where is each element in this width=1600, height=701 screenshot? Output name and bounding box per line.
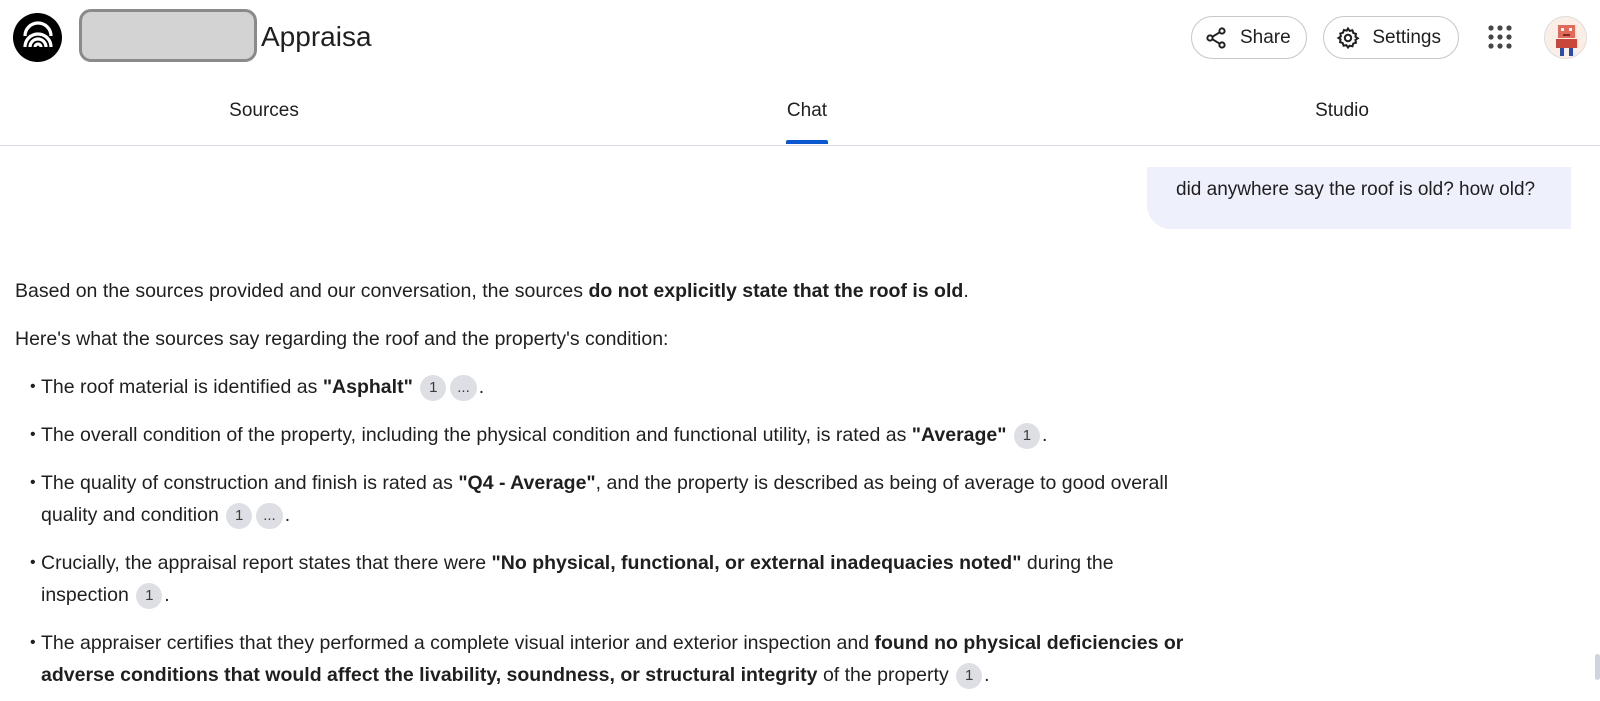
answer-bold: found no physical deficiencies or adverse conditions that would affect the livability, soundness, or structural integrity bbox=[41, 632, 1184, 686]
answer-text: . bbox=[164, 584, 170, 606]
answer-bold: do not explicitly state that the roof is old bbox=[588, 280, 964, 302]
share-button[interactable] bbox=[1191, 16, 1307, 59]
list-item bbox=[15, 467, 1185, 531]
settings-button[interactable] bbox=[1323, 16, 1459, 59]
panel-tabs bbox=[0, 88, 1600, 146]
tab-sources[interactable]: Sources bbox=[229, 100, 299, 121]
answer-bold: "Average" bbox=[911, 424, 1007, 446]
tab-chat[interactable]: Chat bbox=[786, 100, 828, 121]
answer-text: Based on the sources provided and our conversation, the sources bbox=[15, 280, 589, 302]
assistant-answer bbox=[15, 275, 1185, 701]
active-tab-indicator bbox=[786, 140, 828, 144]
citation-chip[interactable]: 1 bbox=[420, 375, 446, 401]
list-item bbox=[15, 627, 1185, 691]
answer-text: The appraiser certifies that they performed a complete visual interior and exterior inspection and bbox=[41, 632, 875, 654]
answer-text: . bbox=[963, 280, 969, 302]
answer-text: . bbox=[1041, 424, 1048, 446]
list-item bbox=[15, 419, 1185, 451]
share-icon bbox=[1204, 25, 1228, 51]
citation-chip[interactable]: 1 bbox=[1014, 423, 1040, 449]
user-message bbox=[1147, 167, 1571, 229]
answer-paragraph bbox=[15, 275, 1185, 307]
user-message-text: did anywhere say the roof is old? how old? bbox=[1176, 179, 1536, 200]
avatar[interactable] bbox=[1544, 16, 1587, 59]
answer-bold: "Asphalt" bbox=[322, 376, 413, 398]
answer-bold: "Q4 - Average" bbox=[458, 472, 596, 494]
share-label: Share bbox=[1240, 26, 1291, 48]
redacted-title-field[interactable] bbox=[79, 9, 257, 62]
apps-grid-icon[interactable] bbox=[1487, 24, 1513, 50]
citation-more-chip[interactable]: ... bbox=[450, 375, 477, 401]
answer-text: during the inspection bbox=[41, 552, 1114, 606]
app-header bbox=[0, 0, 1600, 74]
citation-chip[interactable]: 1 bbox=[956, 663, 982, 689]
answer-text: , and the property is described as being of average to good overall quality and condition bbox=[41, 472, 1169, 526]
list-item bbox=[15, 547, 1185, 611]
gear-icon bbox=[1336, 25, 1360, 51]
answer-text: . bbox=[984, 664, 990, 686]
answer-bullet-list bbox=[15, 371, 1185, 691]
answer-text: . bbox=[478, 376, 485, 398]
answer-text: . bbox=[284, 504, 291, 526]
answer-text: The overall condition of the property, including the physical condition and functional utility, is rated as bbox=[41, 424, 912, 446]
notebook-title[interactable]: Appraisa bbox=[261, 21, 372, 52]
answer-text: The roof material is identified as bbox=[41, 376, 323, 398]
notebook-logo-icon[interactable] bbox=[13, 13, 62, 62]
answer-text: The quality of construction and finish is rated as bbox=[41, 472, 459, 494]
citation-chip[interactable]: 1 bbox=[136, 583, 162, 609]
answer-text: of the property bbox=[817, 664, 949, 686]
scrollbar-thumb[interactable] bbox=[1595, 654, 1600, 680]
answer-paragraph: Here's what the sources say regarding the roof and the property's condition: bbox=[15, 328, 669, 350]
tab-studio[interactable]: Studio bbox=[1315, 100, 1369, 121]
answer-text: Crucially, the appraisal report states that there were bbox=[41, 552, 492, 574]
answer-bold: "No physical, functional, or external inadequacies noted" bbox=[491, 552, 1022, 574]
citation-more-chip[interactable]: ... bbox=[256, 503, 283, 529]
list-item bbox=[15, 371, 1185, 403]
citation-chip[interactable]: 1 bbox=[226, 503, 252, 529]
settings-label: Settings bbox=[1372, 26, 1441, 48]
